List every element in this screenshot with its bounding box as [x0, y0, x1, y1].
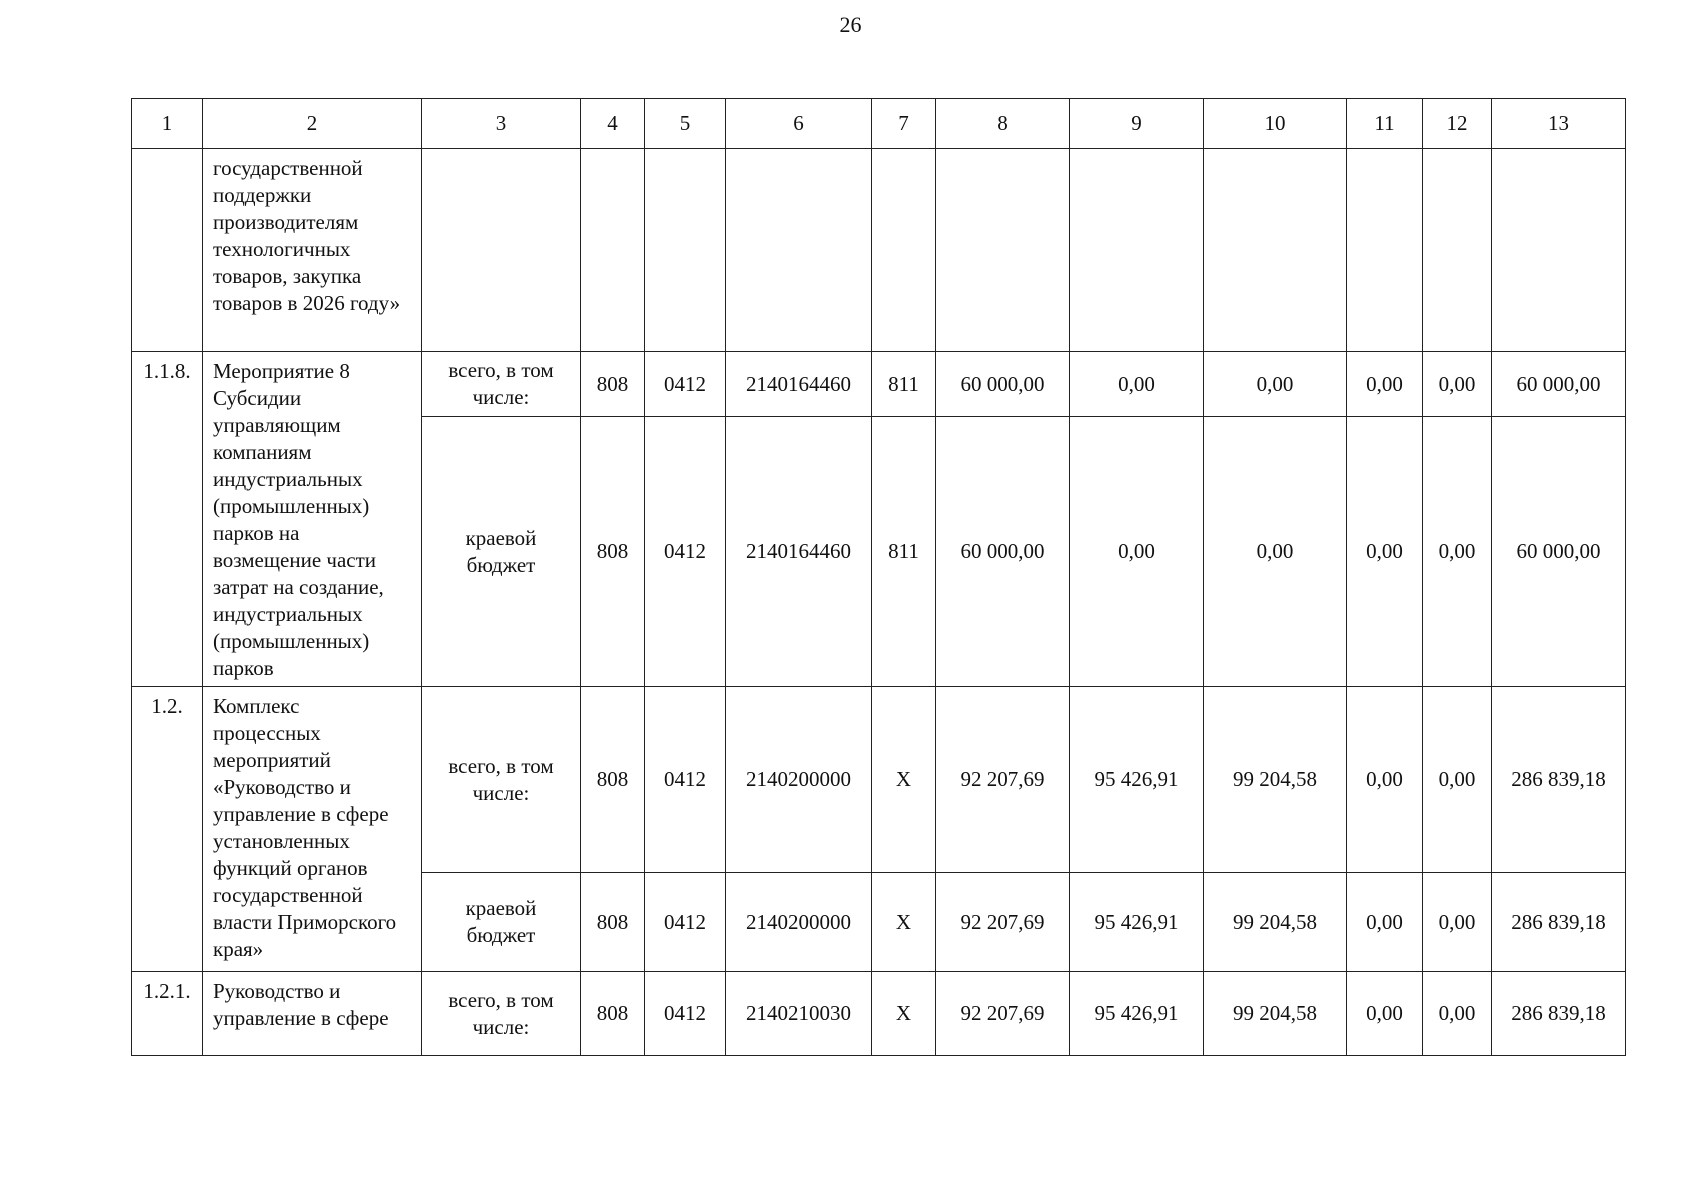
header-cell: 10 — [1204, 99, 1347, 149]
page-number: 26 — [839, 12, 862, 37]
table-row — [132, 687, 1626, 873]
cell-col-11: 0,00 — [1347, 687, 1423, 873]
funding-source: краевой бюджет — [422, 873, 581, 972]
empty-cell — [872, 149, 936, 352]
empty-cell — [1347, 149, 1423, 352]
cell-col-10: 0,00 — [1204, 352, 1347, 417]
cell-col-13: 286 839,18 — [1492, 873, 1626, 972]
cell-col-11: 0,00 — [1347, 352, 1423, 417]
empty-cell — [132, 149, 203, 352]
cell-col-6: 2140200000 — [726, 687, 872, 873]
cell-col-12: 0,00 — [1423, 687, 1492, 873]
cell-col-8: 60 000,00 — [936, 417, 1070, 687]
cell-col-5: 0412 — [645, 417, 726, 687]
cell-col-10: 0,00 — [1204, 417, 1347, 687]
header-cell: 7 — [872, 99, 936, 149]
cell-col-7: 811 — [872, 417, 936, 687]
header-cell: 11 — [1347, 99, 1423, 149]
header-cell: 1 — [132, 99, 203, 149]
cell-col-4: 808 — [581, 972, 645, 1056]
cell-col-11: 0,00 — [1347, 972, 1423, 1056]
cell-col-12: 0,00 — [1423, 972, 1492, 1056]
cell-col-12: 0,00 — [1423, 352, 1492, 417]
cell-col-13: 286 839,18 — [1492, 687, 1626, 873]
cell-col-9: 0,00 — [1070, 352, 1204, 417]
cell-col-8: 92 207,69 — [936, 972, 1070, 1056]
item-number: 1.2. — [132, 687, 203, 972]
continuation-row — [132, 149, 1626, 352]
cell-col-9: 0,00 — [1070, 417, 1204, 687]
cell-col-13: 286 839,18 — [1492, 972, 1626, 1056]
header-cell: 12 — [1423, 99, 1492, 149]
item-description: Мероприятие 8 Субсидии управляющим компаниям индустриальных (промышленных) парков на возмещение части затрат на создание, индустриальных (промышленных) парков — [203, 352, 422, 687]
cell-col-11: 0,00 — [1347, 417, 1423, 687]
cell-col-10: 99 204,58 — [1204, 972, 1347, 1056]
funding-source: краевой бюджет — [422, 417, 581, 687]
empty-cell — [645, 149, 726, 352]
cell-col-8: 60 000,00 — [936, 352, 1070, 417]
header-cell: 6 — [726, 99, 872, 149]
empty-cell — [1070, 149, 1204, 352]
cell-col-12: 0,00 — [1423, 873, 1492, 972]
cell-col-7: Х — [872, 873, 936, 972]
cell-col-6: 2140164460 — [726, 352, 872, 417]
cell-col-9: 95 426,91 — [1070, 873, 1204, 972]
funding-source: всего, в том числе: — [422, 972, 581, 1056]
cell-col-8: 92 207,69 — [936, 873, 1070, 972]
cell-col-8: 92 207,69 — [936, 687, 1070, 873]
header-cell: 13 — [1492, 99, 1626, 149]
header-cell: 4 — [581, 99, 645, 149]
cell-col-4: 808 — [581, 352, 645, 417]
empty-cell — [936, 149, 1070, 352]
cell-col-12: 0,00 — [1423, 417, 1492, 687]
cell-col-7: Х — [872, 687, 936, 873]
header-cell: 9 — [1070, 99, 1204, 149]
header-cell: 5 — [645, 99, 726, 149]
cell-col-9: 95 426,91 — [1070, 687, 1204, 873]
cell-col-10: 99 204,58 — [1204, 687, 1347, 873]
table-row — [132, 972, 1626, 1056]
table-row — [132, 352, 1626, 417]
cell-col-5: 0412 — [645, 687, 726, 873]
cell-col-13: 60 000,00 — [1492, 417, 1626, 687]
funding-source: всего, в том числе: — [422, 352, 581, 417]
item-description: Комплекс процессных мероприятий «Руководство и управление в сфере установленных функций органов государственной власти Приморского края» — [203, 687, 422, 972]
item-description: Руководство и управление в сфере — [203, 972, 422, 1056]
cell-col-11: 0,00 — [1347, 873, 1423, 972]
cell-col-6: 2140210030 — [726, 972, 872, 1056]
empty-cell — [1204, 149, 1347, 352]
cell-col-6: 2140200000 — [726, 873, 872, 972]
cell-col-4: 808 — [581, 873, 645, 972]
empty-cell — [726, 149, 872, 352]
item-number: 1.2.1. — [132, 972, 203, 1056]
cell-col-9: 95 426,91 — [1070, 972, 1204, 1056]
cell-col-5: 0412 — [645, 352, 726, 417]
cell-col-7: 811 — [872, 352, 936, 417]
header-cell: 2 — [203, 99, 422, 149]
empty-cell — [581, 149, 645, 352]
cell-col-7: Х — [872, 972, 936, 1056]
cell-col-13: 60 000,00 — [1492, 352, 1626, 417]
continuation-description: государственной поддержки производителям технологичных товаров, закупка товаров в 2026 году» — [203, 149, 422, 352]
empty-cell — [422, 149, 581, 352]
header-cell: 3 — [422, 99, 581, 149]
empty-cell — [1423, 149, 1492, 352]
cell-col-10: 99 204,58 — [1204, 873, 1347, 972]
empty-cell — [1492, 149, 1626, 352]
item-number: 1.1.8. — [132, 352, 203, 687]
cell-col-5: 0412 — [645, 972, 726, 1056]
header-row — [132, 99, 1626, 149]
cell-col-4: 808 — [581, 687, 645, 873]
cell-col-5: 0412 — [645, 873, 726, 972]
cell-col-6: 2140164460 — [726, 417, 872, 687]
header-cell: 8 — [936, 99, 1070, 149]
funding-source: всего, в том числе: — [422, 687, 581, 873]
cell-col-4: 808 — [581, 417, 645, 687]
budget-table — [131, 98, 1626, 1056]
